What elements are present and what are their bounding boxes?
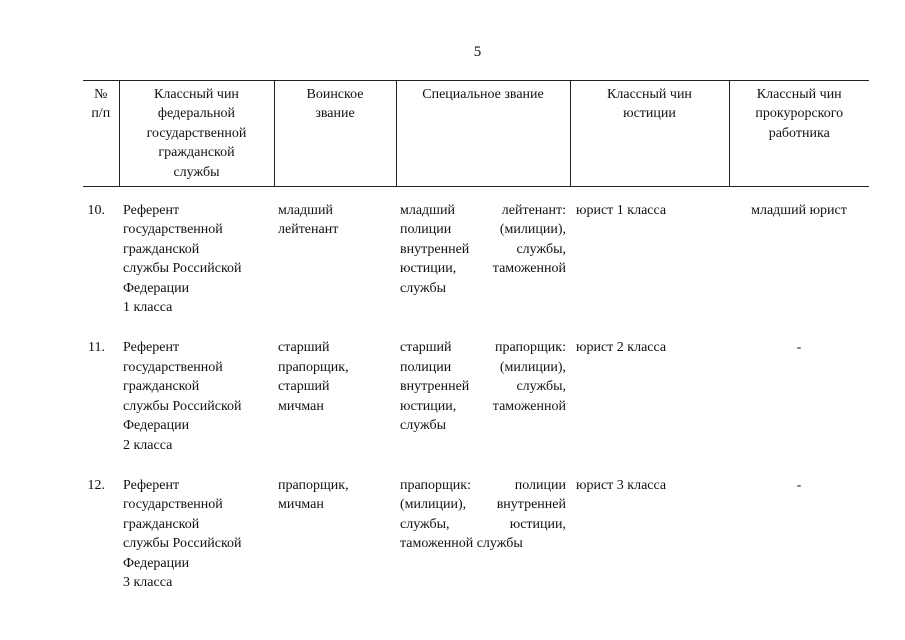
row-number: 10.	[87, 203, 105, 219]
header-special-rank: Специальное звание	[396, 81, 570, 187]
table-header-row	[83, 81, 869, 187]
military-rank-cell: старший прапорщик, старший мичман	[278, 340, 349, 414]
header-civil-service-rank: Классный чин федеральной государственной гражданской службы	[119, 81, 274, 187]
header-justice-rank: Классный чин юстиции	[570, 81, 729, 187]
special-rank-cell: младший лейтенант: полиции (милиции), внутренней службы, юстиции, таможенной службы	[400, 203, 566, 296]
prosecutor-rank-cell: -	[796, 340, 802, 356]
special-rank-cell: старший прапорщик: полиции (милиции), внутренней службы, юстиции, таможенной службы	[400, 340, 566, 434]
justice-rank-cell: юрист 1 класса	[576, 203, 667, 219]
justice-rank-cell: юрист 3 класса	[576, 477, 667, 493]
prosecutor-rank-cell: -	[796, 477, 802, 493]
rank-correspondence-table	[83, 80, 869, 613]
header-military-rank: Воинское звание	[274, 81, 396, 187]
table-row	[83, 476, 869, 613]
civil-service-rank-cell: Референт государственной гражданской службы Российской Федерации 3 класса	[123, 477, 242, 590]
special-rank-cell: прапорщик: полиции (милиции), внутренней службы, юстиции, таможенной службы	[400, 477, 566, 552]
civil-service-rank-cell: Референт государственной гражданской службы Российской Федерации 1 класса	[123, 203, 242, 316]
row-number: 12.	[87, 477, 105, 493]
table-row	[83, 187, 869, 339]
military-rank-cell: младший лейтенант	[278, 203, 339, 238]
prosecutor-rank-cell: младший юрист	[751, 203, 847, 219]
header-prosecutor-rank: Классный чин прокурорского работника	[729, 81, 869, 187]
justice-rank-cell: юрист 2 класса	[576, 340, 667, 356]
table-row	[83, 338, 869, 475]
page-number: 5	[473, 44, 482, 60]
header-number: № п/п	[83, 81, 119, 187]
row-number: 11.	[88, 340, 105, 356]
civil-service-rank-cell: Референт государственной гражданской службы Российской Федерации 2 класса	[123, 340, 242, 453]
military-rank-cell: прапорщик, мичман	[278, 477, 349, 513]
